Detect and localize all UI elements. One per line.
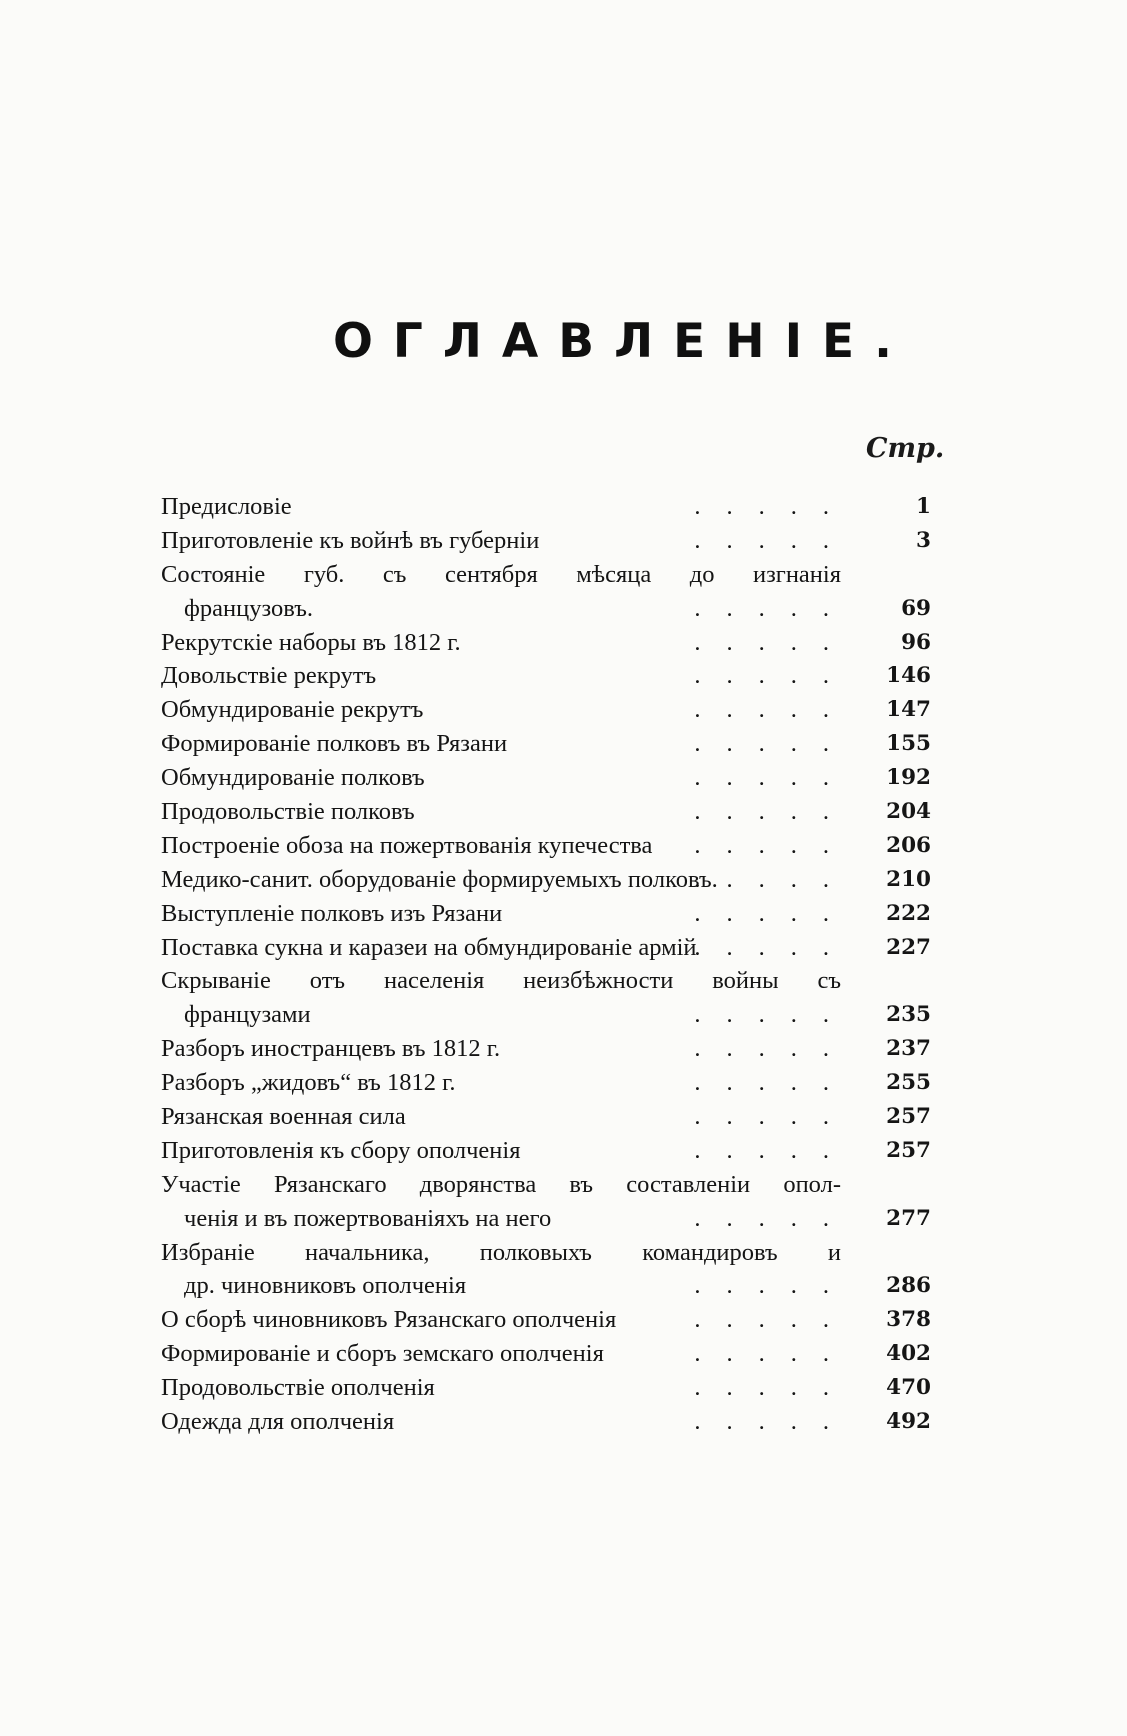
toc-entry-title: Одежда для ополченія: [161, 1408, 395, 1436]
toc-entry-title: Рязанская военная сила: [161, 1103, 406, 1131]
toc-entry-title: Рекрутскіе наборы въ 1812 г.: [161, 628, 461, 656]
toc-page-number: 206: [886, 832, 931, 858]
toc-page-number: 3: [916, 527, 931, 553]
toc-entry-title: Обмундированіе рекрутъ: [161, 696, 424, 724]
toc-entry-title: Формированіе и сборъ земскаго ополченія: [161, 1340, 604, 1368]
toc-entry-line: [161, 1202, 941, 1236]
leader-dots: .....: [694, 1306, 855, 1334]
toc-page-number: 277: [886, 1205, 931, 1231]
toc-page-number: 470: [886, 1375, 931, 1401]
toc-page-number: 155: [886, 731, 931, 757]
toc-entry-title: Приготовленія къ сбору ополченія: [161, 1136, 521, 1164]
toc-entry-line: [161, 1134, 941, 1168]
leader-dots: .....: [694, 764, 855, 792]
toc-entry-line: [161, 490, 941, 524]
toc-entry-title: Состояніе губ. съ сентября мѣсяца до изгнанія: [161, 560, 841, 588]
toc-page-number: 96: [901, 629, 931, 655]
toc-page-number: 69: [901, 595, 931, 621]
leader-dots: .....: [694, 1204, 855, 1232]
toc-entry-line: [161, 1066, 941, 1100]
leader-dots: .....: [694, 1103, 855, 1131]
leader-dots: .....: [694, 662, 855, 690]
toc-entry-line: [161, 1100, 941, 1134]
toc-entry-line: [161, 931, 941, 965]
toc-entry-title: французами: [184, 1001, 311, 1029]
toc-entry-title: Построеніе обоза на пожертвованія купечества: [161, 831, 653, 859]
toc-page-number: 192: [886, 765, 931, 791]
toc-entry-line: [161, 1337, 941, 1371]
leader-dots: .....: [694, 798, 855, 826]
leader-dots: .....: [694, 1035, 855, 1063]
toc-entry-title: ченія и въ пожертвованіяхъ на него: [184, 1204, 552, 1232]
toc-entry-line: [161, 524, 941, 558]
toc-entry-line: [161, 1303, 941, 1337]
toc-page-number: 235: [886, 1002, 931, 1028]
toc-page-number: 255: [886, 1070, 931, 1096]
page-title: ОГЛАВЛЕНІЕ.: [332, 314, 913, 369]
toc-entry-title: Формированіе полковъ въ Рязани: [161, 730, 508, 758]
toc-entry-title: французовъ.: [184, 594, 314, 622]
toc-page-number: 204: [886, 799, 931, 825]
toc-entry-line: [161, 964, 941, 998]
leader-dots: .....: [694, 831, 855, 859]
toc-entry-title: Разборъ „жидовъ“ въ 1812 г.: [161, 1069, 456, 1097]
toc-entry-line: [161, 1269, 941, 1303]
leader-dots: .....: [694, 1374, 855, 1402]
leader-dots: .....: [694, 1069, 855, 1097]
toc-entry-title: Приготовленіе къ войнѣ въ губерніи: [161, 526, 540, 554]
toc-entry-line: [161, 592, 941, 626]
leader-dots: .....: [694, 1272, 855, 1300]
toc-entry-line: [161, 897, 941, 931]
toc-page-number: 402: [886, 1341, 931, 1367]
toc-entry-line: [161, 863, 941, 897]
toc-entry-line: [161, 558, 941, 592]
toc-entry-line: [161, 761, 941, 795]
leader-dots: .....: [694, 933, 855, 961]
toc-entry-line: [161, 693, 941, 727]
toc-entry-line: [161, 659, 941, 693]
toc-entry-title: Участіе Рязанскаго дворянства въ составленіи опол-: [161, 1170, 841, 1198]
toc-entry-title: О сборѣ чиновниковъ Рязанскаго ополченія: [161, 1306, 617, 1334]
toc-entry-line: [161, 1032, 941, 1066]
toc-page-number: 227: [886, 934, 931, 960]
toc-entry-title: Избраніе начальника, полковыхъ командировъ и: [161, 1238, 841, 1266]
toc-entry-title: Скрываніе отъ населенія неизбѣжности войны съ: [161, 967, 841, 995]
toc-entry-line: [161, 1371, 941, 1405]
toc-page-number: 378: [886, 1307, 931, 1333]
toc-page-number: 257: [886, 1137, 931, 1163]
leader-dots: .....: [694, 493, 855, 520]
toc-entry-line: [161, 626, 941, 660]
toc-page-number: 492: [886, 1409, 931, 1435]
toc-page-number: 237: [886, 1036, 931, 1062]
toc-entry-title: Предисловіе: [161, 493, 292, 520]
toc-entry-title: др. чиновниковъ ополченія: [184, 1272, 467, 1300]
leader-dots: .....: [694, 1001, 855, 1029]
toc-entry-title: Довольствіе рекрутъ: [161, 662, 377, 690]
toc-entry-title: Разборъ иностранцевъ въ 1812 г.: [161, 1035, 501, 1063]
table-of-contents: [161, 490, 941, 1439]
toc-entry-title: Продовольствіе полковъ: [161, 798, 415, 826]
leader-dots: .....: [694, 628, 855, 656]
leader-dots: .....: [694, 730, 855, 758]
toc-entry-title: Продовольствіе ополченія: [161, 1374, 435, 1402]
leader-dots: .....: [694, 1340, 855, 1368]
toc-page-number: 1: [916, 494, 931, 519]
toc-page-number: 210: [886, 866, 931, 892]
toc-page-number: 146: [886, 663, 931, 689]
leader-dots: .....: [694, 1408, 855, 1436]
page-column-label: Стр.: [866, 433, 945, 464]
toc-page-number: 147: [886, 697, 931, 723]
toc-entry-line: [161, 1405, 941, 1439]
toc-entry-line: [161, 727, 941, 761]
leader-dots: .....: [694, 1136, 855, 1164]
toc-page-number: 222: [886, 900, 931, 926]
toc-entry-title: Обмундированіе полковъ: [161, 764, 425, 792]
toc-entry-title: Медико-санит. оборудованіе формируемыхъ полковъ.: [161, 865, 718, 893]
toc-entry-line: [161, 998, 941, 1032]
toc-entry-title: Выступленіе полковъ изъ Рязани: [161, 899, 503, 927]
toc-page-number: 286: [886, 1273, 931, 1299]
leader-dots: .....: [694, 696, 855, 724]
toc-entry-line: [161, 795, 941, 829]
toc-entry-title: Поставка сукна и каразеи на обмундированіе армій: [161, 933, 697, 961]
leader-dots: .....: [694, 526, 855, 554]
toc-entry-line: [161, 1168, 941, 1202]
leader-dots: .....: [694, 899, 855, 927]
toc-page-number: 257: [886, 1104, 931, 1130]
leader-dots: .....: [694, 594, 855, 622]
leader-dots: .....: [694, 865, 855, 893]
toc-entry-line: [161, 1236, 941, 1270]
toc-entry-line: [161, 829, 941, 863]
